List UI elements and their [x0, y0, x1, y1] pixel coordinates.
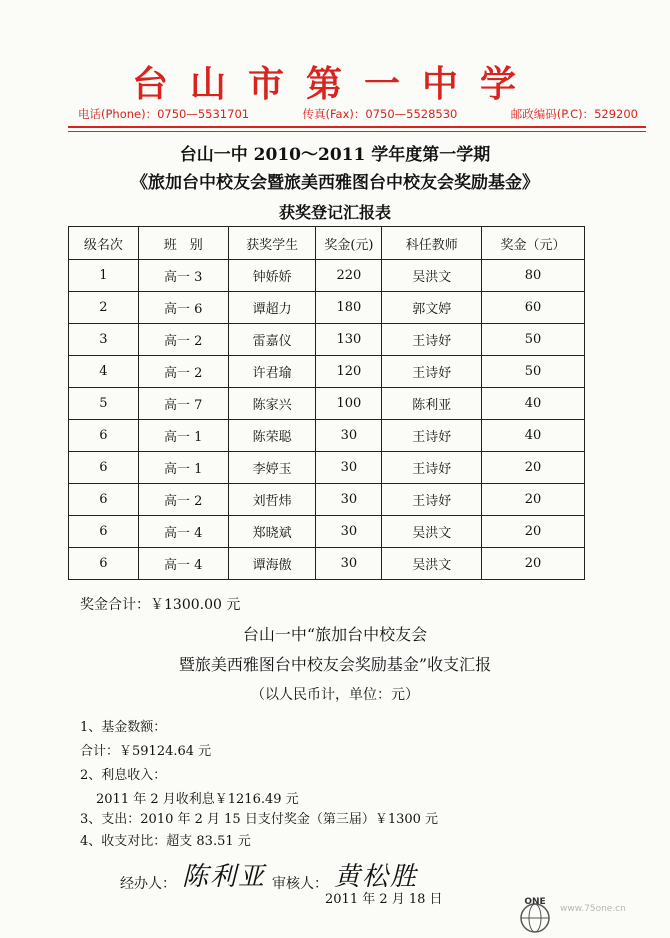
- document-title-line3: 获奖登记汇报表: [278, 203, 391, 222]
- table-cell: 王诗妤: [382, 324, 482, 356]
- table-cell: 6: [69, 484, 139, 516]
- table-cell: 50: [482, 356, 585, 388]
- table-cell: 吴洪文: [382, 260, 482, 292]
- table-row: [69, 388, 585, 420]
- fax-number: 传真(Fax)：0750—5528530: [302, 107, 458, 121]
- table-cell: 高一 6: [138, 292, 228, 324]
- table-cell: 李婷玉: [228, 452, 316, 484]
- table-cell: 许君瑜: [228, 356, 316, 388]
- table-cell: 谭超力: [228, 292, 316, 324]
- phone-number: 电话(Phone)：0750—5531701: [78, 107, 250, 121]
- school-letterhead-title: 台山市第一中学: [131, 63, 538, 105]
- table-cell: 2: [69, 292, 139, 324]
- table-cell: 高一 2: [138, 484, 228, 516]
- table-row: [69, 548, 585, 580]
- report-title-line1: 台山一中“旅加台中校友会: [242, 625, 428, 644]
- table-cell: 6: [69, 452, 139, 484]
- table-row: [69, 452, 585, 484]
- table-row: [69, 356, 585, 388]
- table-cell: 220: [316, 260, 382, 292]
- table-cell: 6: [69, 548, 139, 580]
- table-cell: 30: [316, 548, 382, 580]
- table-cell: 20: [482, 452, 585, 484]
- column-header: 奖金（元）: [482, 227, 585, 260]
- table-cell: 吴洪文: [382, 548, 482, 580]
- table-cell: 60: [482, 292, 585, 324]
- table-cell: 130: [316, 324, 382, 356]
- table-cell: 郭文婷: [382, 292, 482, 324]
- table-row: [69, 516, 585, 548]
- table-cell: 刘哲炜: [228, 484, 316, 516]
- table-cell: 高一 4: [138, 548, 228, 580]
- expense-line: 3、支出：2010 年 2 月 15 日支付奖金（第三届）￥1300 元: [80, 812, 439, 827]
- table-cell: 陈利亚: [382, 388, 482, 420]
- reviewer-signature: 黄松胜: [334, 862, 419, 892]
- table-cell: 高一 4: [138, 516, 228, 548]
- table-row: [69, 292, 585, 324]
- table-cell: 郑晓斌: [228, 516, 316, 548]
- table-cell: 30: [316, 484, 382, 516]
- column-header: 班 别: [138, 227, 228, 260]
- column-header: 奖金(元): [316, 227, 382, 260]
- table-row: [69, 484, 585, 516]
- table-cell: 40: [482, 420, 585, 452]
- table-cell: 王诗妤: [382, 484, 482, 516]
- interest-heading: 2、利息收入：: [80, 768, 167, 783]
- table-cell: 王诗妤: [382, 420, 482, 452]
- watermark-logo-text: ONE: [524, 897, 546, 907]
- table-cell: 3: [69, 324, 139, 356]
- table-cell: 20: [482, 548, 585, 580]
- table-cell: 高一 1: [138, 420, 228, 452]
- watermark-site: www.75one.cn: [560, 904, 626, 914]
- postcode: 邮政编码(P.C)：529200: [510, 107, 638, 121]
- table-cell: 钟娇娇: [228, 260, 316, 292]
- table-cell: 1: [69, 260, 139, 292]
- table-cell: 雷嘉仪: [228, 324, 316, 356]
- document-title-line1: 台山一中 2010～2011 学年度第一学期: [179, 145, 491, 165]
- table-cell: 20: [482, 516, 585, 548]
- fund-amount-heading: 1、基金数额：: [80, 720, 167, 735]
- table-cell: 吴洪文: [382, 516, 482, 548]
- report-unit-note: （以人民币计，单位：元）: [251, 687, 419, 703]
- table-cell: 30: [316, 452, 382, 484]
- table-cell: 陈家兴: [228, 388, 316, 420]
- table-cell: 120: [316, 356, 382, 388]
- handler-label: 经办人：: [120, 876, 176, 892]
- table-cell: 30: [316, 420, 382, 452]
- table-cell: 王诗妤: [382, 356, 482, 388]
- table-cell: 6: [69, 516, 139, 548]
- award-registration-table: [68, 226, 585, 580]
- column-header: 科任教师: [382, 227, 482, 260]
- reviewer-label: 审核人：: [272, 876, 329, 892]
- interest-amount: 2011 年 2 月收利息￥1216.49 元: [96, 792, 299, 807]
- table-cell: 100: [316, 388, 382, 420]
- table-cell: 4: [69, 356, 139, 388]
- table-cell: 高一 3: [138, 260, 228, 292]
- table-cell: 高一 2: [138, 356, 228, 388]
- table-row: [69, 324, 585, 356]
- column-header: 级名次: [69, 227, 139, 260]
- table-cell: 80: [482, 260, 585, 292]
- table-body: [69, 260, 585, 580]
- table-cell: 王诗妤: [382, 452, 482, 484]
- document-date: 2011 年 2 月 18 日: [325, 892, 443, 907]
- table-cell: 高一 7: [138, 388, 228, 420]
- table-cell: 6: [69, 420, 139, 452]
- watermark-globe-icon: [514, 892, 556, 934]
- table-header-row: [69, 227, 585, 260]
- fund-total: 合计：￥59124.64 元: [80, 744, 212, 759]
- letterhead-divider-bottom: [68, 131, 646, 132]
- table-cell: 20: [482, 484, 585, 516]
- table-row: [69, 260, 585, 292]
- letterhead-contact-line: [78, 106, 638, 122]
- table-cell: 谭海傲: [228, 548, 316, 580]
- report-title-line2: 暨旅美西雅图台中校友会奖励基金”收支汇报: [178, 655, 492, 674]
- table-cell: 40: [482, 388, 585, 420]
- balance-comparison: 4、收支对比：超支 83.51 元: [80, 834, 251, 849]
- table-cell: 180: [316, 292, 382, 324]
- award-total: 奖金合计：￥1300.00 元: [80, 597, 241, 613]
- table-row: [69, 420, 585, 452]
- letterhead-divider-top: [68, 126, 646, 128]
- table-cell: 5: [69, 388, 139, 420]
- table-cell: 高一 1: [138, 452, 228, 484]
- handler-signature: 陈利亚: [182, 862, 267, 892]
- table-cell: 50: [482, 324, 585, 356]
- table-cell: 高一 2: [138, 324, 228, 356]
- table-cell: 30: [316, 516, 382, 548]
- table-cell: 陈荣聪: [228, 420, 316, 452]
- column-header: 获奖学生: [228, 227, 316, 260]
- document-title-line2: 《旅加台中校友会暨旅美西雅图台中校友会奖励基金》: [131, 173, 539, 193]
